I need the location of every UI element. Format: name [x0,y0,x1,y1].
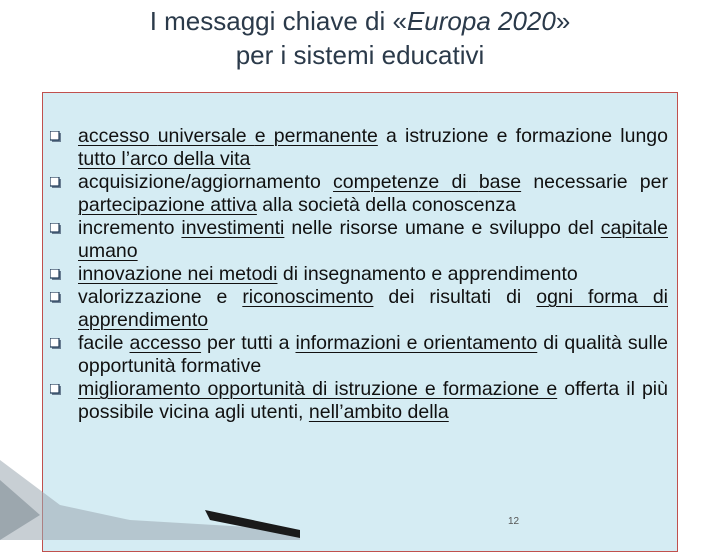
item-text: alla società della conoscenza [256,194,516,216]
slide-title [0,4,720,72]
item-text: dei risultati di [373,286,537,308]
underlined-text: miglioramento opportunità di istruzione e formazione e [78,378,558,400]
list-item [48,286,668,332]
checkbox-bullet-icon [50,223,61,234]
underlined-text: di [451,171,479,193]
item-text: incremento [78,217,182,239]
list-item [48,378,668,424]
underlined-text: e [254,125,274,147]
list-item [48,171,668,217]
list-item [48,217,668,263]
item-text: a istruzione e formazione lungo [377,125,668,147]
title-italic: Europa 2020 [406,6,556,36]
underlined-text: capitale umano [78,217,668,262]
underlined-text: informazioni e orientamento [295,332,538,354]
underlined-text: partecipazione attiva [78,194,257,216]
item-text: valorizzazione e [78,286,243,308]
checkbox-bullet-icon [50,292,61,303]
underlined-text: permanente [273,125,378,147]
list-item [48,332,668,378]
checkbox-bullet-icon [50,131,61,142]
title-line-2: per i sistemi educativi [235,40,485,70]
checkbox-bullet-icon [50,384,61,395]
underlined-text: innovazione nei metodi [78,263,278,285]
list-item [48,263,668,286]
item-text: di qualità sulle opportunità formative [78,332,668,377]
underlined-text: universale [157,125,255,147]
title-line-1 [0,4,720,38]
underlined-text: accesso [129,332,202,354]
item-text: per tutti a [201,332,296,354]
item-text: di insegnamento e apprendimento [277,263,578,285]
item-text: necessarie per [521,171,668,193]
underlined-text: competenze [333,171,452,193]
title-prefix: I messaggi chiave di « [149,6,407,36]
underlined-text: ogni forma di apprendimento [78,286,669,331]
item-text: acquisizione/aggiornamento [78,171,334,193]
title-suffix: » [555,6,571,36]
underlined-text: accesso [78,125,158,147]
underlined-text: nell’ambito della [308,401,449,423]
underlined-text: base [478,171,522,193]
checkbox-bullet-icon [50,338,61,349]
item-text: offerta il più possibile vicina agli utenti, [78,378,668,423]
underlined-text: tutto l’arco della vita [78,148,251,170]
underlined-text: investimenti [181,217,285,239]
item-text: nelle risorse umane e sviluppo del [284,217,601,239]
key-messages-list [48,125,668,424]
checkbox-bullet-icon [50,269,61,280]
list-item [48,125,668,171]
item-text: facile [78,332,130,354]
underlined-text: riconoscimento [242,286,374,308]
page-number: 12 [508,516,520,527]
checkbox-bullet-icon [50,177,61,188]
